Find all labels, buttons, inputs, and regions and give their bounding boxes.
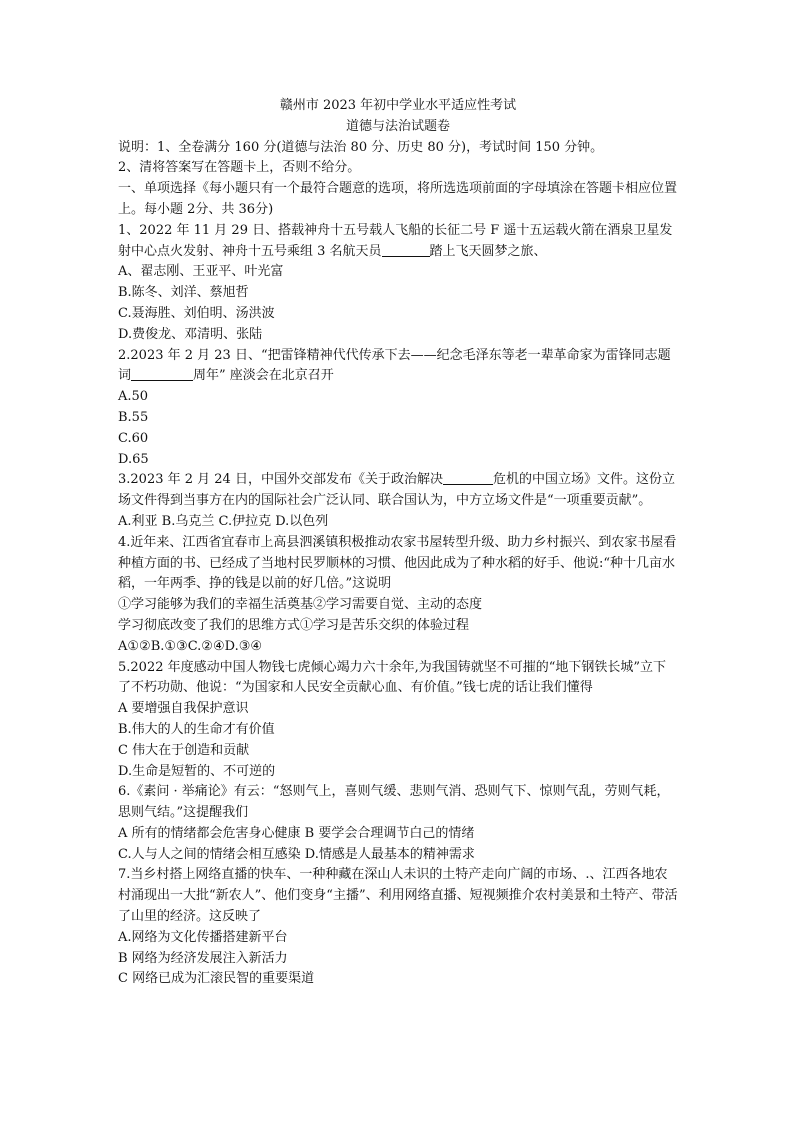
question-7-option-a: A.网络为文化传播搭建新平台	[118, 929, 288, 945]
exam-page	[118, 96, 678, 990]
question-4-options: A①②B.①③C.②④D.③④	[118, 638, 263, 654]
question-1-option-d: D.费俊龙、邓清明、张陆	[118, 326, 263, 342]
question-2-option-a: A.50	[118, 389, 149, 405]
question-1-option-b: B.陈冬、刘洋、蔡旭哲	[118, 285, 249, 301]
exam-title: 赣州市 2023 年初中学业水平适应性考试	[279, 98, 517, 113]
question-3-stem: 3.2023 年 2 月 24 日，中国外交部发布《关于政治解决 危机的中国立场》文件。这份立场文件得到当事方在内的国际社会广泛认同、联合国认为，中方立场文件是“一项重要贡献”。	[118, 472, 675, 509]
question-1-stem: 1、2022 年 11 月 29 日、搭载神舟十五号载人飞船的长征二号 F 遥十五运载火箭在酒泉卫星发射中心点火发射、神舟十五号乘组 3 名航天员 踏上飞天圆梦之旅、	[118, 222, 673, 259]
answer-blank	[443, 470, 493, 485]
section-heading: 一、单项选择《每小题只有一个最符合题意的选项，将所选选项前面的字母填涂在答题卡相应位置上。每小题 2分、共 36分)	[118, 181, 678, 217]
instructions-line-2: 2、清将答案写在答题卡上，否则不给分。	[118, 160, 361, 176]
question-2-option-c: C.60	[118, 430, 149, 446]
question-5-stem: 5.2022 年度感动中国人物钱七虎倾心竭力六十余年,为我国铸就坚不可摧的“地下钢铁长城”立下了不朽功勋、他说：“为国家和人民安全贡献心血、有价值。”钱七虎的话让我们懂得	[118, 659, 667, 696]
question-7-stem: 7.当乡村搭上网络直播的快车、一种种藏在深山人未识的土特产走向广阔的市场、.、江西各地农村涌现出一大批“新农人”、他们变身“主播”、利用网络直播、短视频推介农村美景和土特产、带活了山里的经济。这反映了	[118, 867, 678, 925]
question-7-option-c: C 网络已成为汇滚民智的重要渠道	[118, 971, 315, 987]
answer-blank	[131, 366, 193, 381]
question-6-options-1: A 所有的情绪都会危害身心健康 B 要学会合理调节白己的情绪	[118, 825, 475, 841]
question-6-stem: 6.《素问 · 举痛论》有云：“怒则气上，喜则气缓、悲则气消、恐则气下、惊则气乱，劳则气耗，思则气结。”这提醒我们	[118, 784, 670, 821]
question-2-option-d: D.65	[118, 451, 149, 467]
question-3-options: A.利亚 B.乌克兰 C.伊拉克 D.以色列	[118, 513, 329, 529]
question-4-statements-2: 学习彻底改变了我们的思维方式①学习是苦乐交织的体验过程	[118, 617, 470, 633]
question-5-option-d: D.生命是短暂的、不可逆的	[118, 763, 276, 779]
question-6-options-2: C.人与人之间的情绪会相互感染 D.情感是人最基本的精神需求	[118, 846, 475, 862]
question-5-option-b: B.伟大的人的生命才有价值	[118, 721, 275, 737]
question-2-stem: 2.2023 年 2 月 23 日、“把雷锋精神代代传承下去——纪念毛泽东等老一辈革命家为雷锋同志题词 周年” 座淡会在北京召开	[118, 347, 671, 384]
question-4-stem: 4.近年来、江西省宜春市上高县泗溪镇积极推动农家书屋转型升级、助力乡村振兴、到农家书屋看种植方面的书、已经成了当地村民罗顺林的习惯、他因此成为了种水稻的好手、他说:“种十几亩水稻，一年两季、挣的钱是以前的好几倍。”这说明	[118, 534, 677, 592]
instructions-line-1: 说明：1、全卷满分 160 分(道德与法治 80 分、历史 80 分)，考试时间 150 分钟。	[118, 139, 604, 155]
question-5-option-c: C 伟大在于创造和贡献	[118, 742, 250, 758]
question-7-option-b: B 网络为经济发展注入新活力	[118, 950, 288, 966]
question-5-option-a: A 要增强自我保护意识	[118, 701, 249, 717]
question-1-option-a: A、翟志刚、王亚平、叶光富	[118, 264, 284, 280]
question-2-option-b: B.55	[118, 409, 149, 425]
exam-subtitle: 道德与法治试题卷	[345, 118, 450, 134]
question-4-statements-1: ①学习能够为我们的幸福生活奠基②学习需要自觉、主动的态度	[118, 597, 483, 613]
question-1-option-c: C.聂海胜、刘伯明、汤洪波	[118, 305, 275, 321]
answer-blank	[382, 242, 430, 257]
